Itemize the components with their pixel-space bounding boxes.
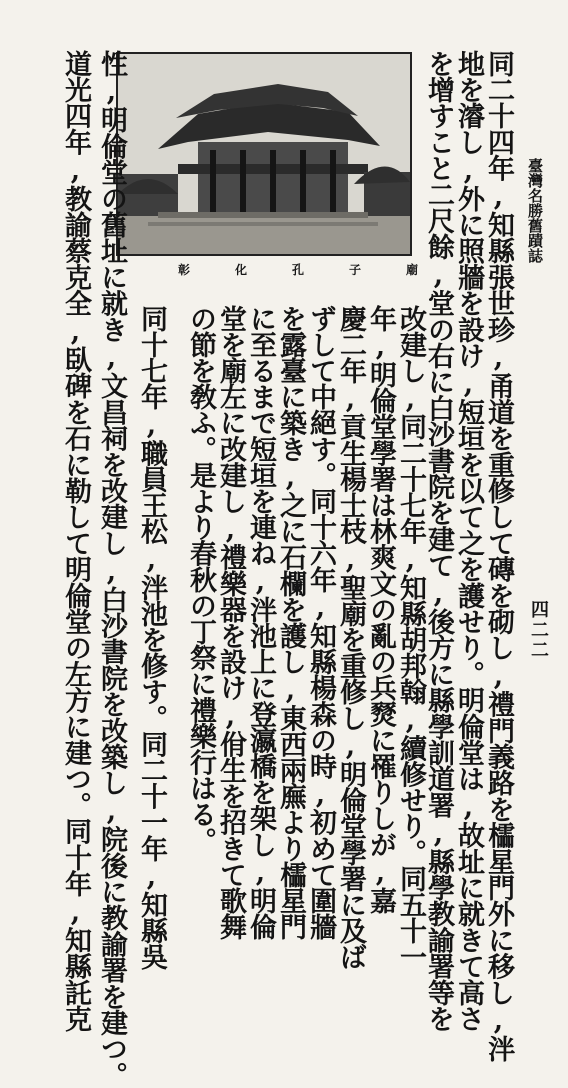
text-column-3: を增すこと二尺餘,堂の右に白沙書院を建て,後方に縣學訓道署,縣學教諭署等を	[423, 50, 454, 1032]
text-column-14: 道光四年,教諭蔡克全,臥碑を石に勒して明倫堂の左方に建つ。同十年,知縣託克	[60, 50, 91, 1032]
text-column-11: の節を敎ふ。是より春秋の丁祭に禮樂行はる。	[185, 305, 216, 854]
text-column-10: 堂を廟左に改建し,禮樂器を設け,佾生を招きて歌舞	[215, 305, 246, 940]
text-column-4: 改建し,同二十七年,知縣胡邦翰,續修せり。同五十一	[395, 305, 426, 970]
text-column-9: に至るまで短垣を連ね,泮池上に登瀛橋を架し,明倫	[245, 305, 276, 940]
page-number: 四二二	[528, 600, 549, 660]
photo-caption: 彰化孔子廟	[178, 263, 464, 277]
text-column-2: 地を濬し,外に照牆を設け,短垣を以て之を護せり。明倫堂は,故址に就きて高さ	[453, 50, 484, 1032]
running-head: 臺灣名勝舊蹟誌	[526, 158, 544, 263]
text-column-12: 同十七年,職員王松,泮池を修す。同二十一年,知縣吳	[136, 305, 167, 970]
text-column-6: 慶二年,貢生楊士枝,聖廟を重修し,明倫堂學署に及ば	[335, 305, 366, 970]
text-column-13: 性,明倫堂の舊址に就き,文昌祠を改建し,白沙書院を改築し,院後に教諭署を建つ。	[96, 50, 127, 1088]
text-column-1: 同二十四年,知縣張世珍,甬道を重修して磚を砌し,禮門義路を櫺星門外に移し,泮	[483, 50, 514, 1062]
text-column-5: 年,明倫堂學署は林爽文の亂の兵燹に罹りしが,嘉	[365, 305, 396, 914]
text-column-7: ずして中絕す。同十六年,知縣楊森の時,初めて圍牆	[305, 305, 336, 940]
temple-illustration	[118, 54, 410, 254]
text-column-8: を露臺に築き,之に石欄を護し,東西兩廡より櫺星門	[275, 305, 306, 940]
temple-photo	[116, 52, 412, 256]
